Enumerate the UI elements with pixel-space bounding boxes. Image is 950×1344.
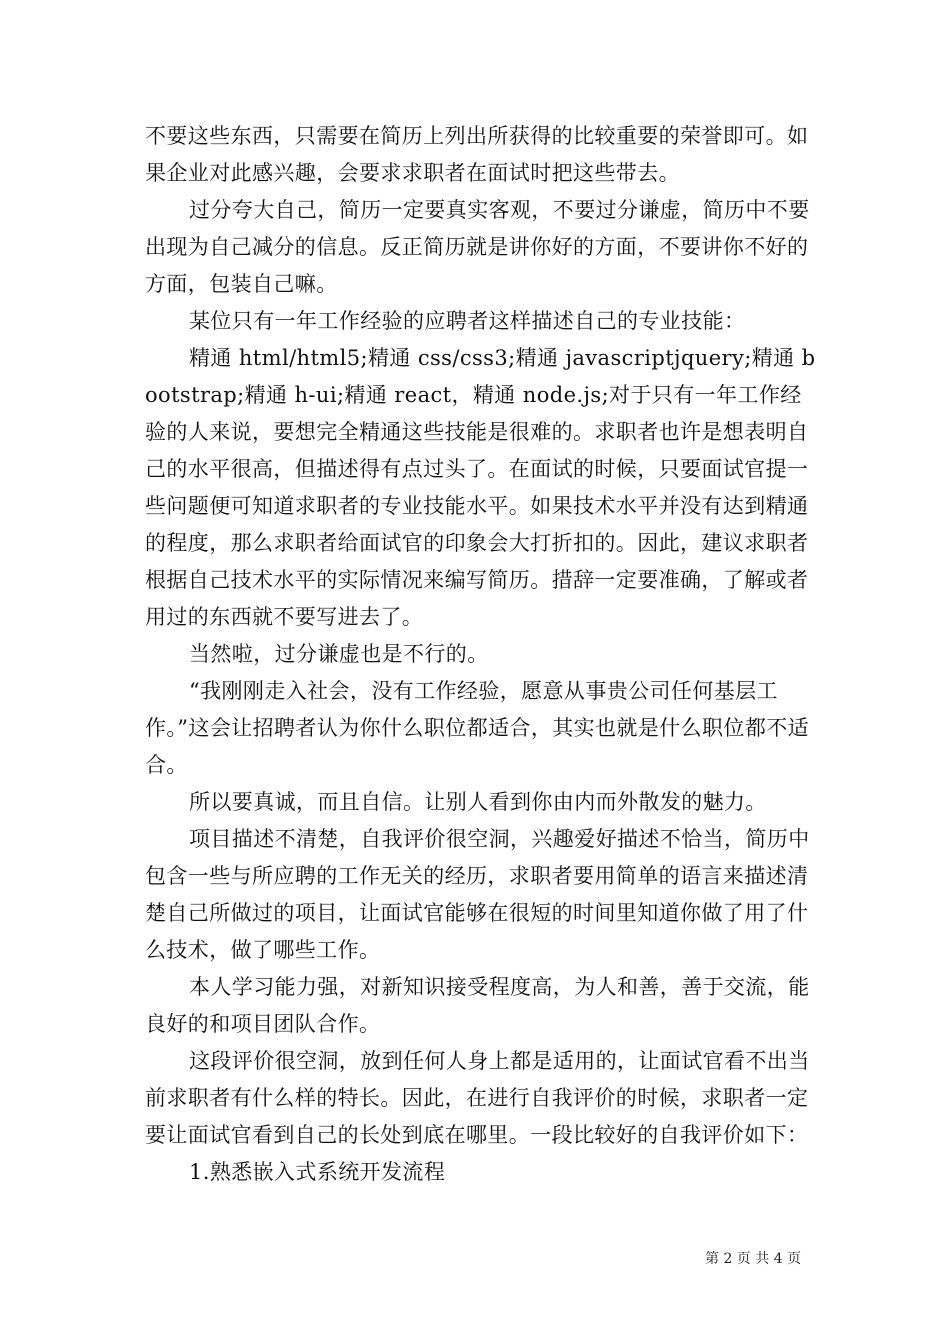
document-body bbox=[145, 118, 820, 1191]
paragraph-honors: 不要这些东西，只需要在简历上列出所获得的比较重要的荣誉即可。如果企业对此感兴趣，会要求求职者在面试时把这些带去。 bbox=[145, 124, 809, 185]
paragraph-example-intro: 某位只有一年工作经验的应聘者这样描述自己的专业技能： bbox=[189, 309, 746, 333]
page-number: 第 2 页 共 4 页 bbox=[705, 1251, 802, 1267]
list-item-1: 1.熟悉嵌入式系统开发流程 bbox=[189, 1160, 446, 1184]
paragraph-quote: “我刚刚走入社会，没有工作经验，愿意从事贵公司任何基层工作。”这会让招聘者认为你什么职位都适合，其实也就是什么职位都不适合。 bbox=[145, 679, 810, 777]
paragraph-modesty: 当然啦，过分谦虚也是不行的。 bbox=[189, 642, 489, 666]
paragraph-project-description: 项目描述不清楚，自我评价很空洞，兴趣爱好描述不恰当，简历中包含一些与所应聘的工作无关的经历，求职者要用简单的语言来描述清楚自己所做过的项目，让面试官能够在很短的时间里知道你做了用了什么技术，做了哪些工作。 bbox=[145, 827, 810, 962]
paragraph-evaluation-critique: 这段评价很空洞，放到任何人身上都是适用的，让面试官看不出当前求职者有什么样的特长。因此，在进行自我评价的时候，求职者一定要让面试官看到自己的长处到底在哪里。一段比较好的自我评价如下： bbox=[145, 1049, 810, 1147]
paragraph-skills-example: 精通 html/html5;精通 css/css3;精通 javascriptjquery;精通 bootstrap;精通 h-ui;精通 react，精通 node.js;对于只有一年工作经验的人来说，要想完全精通这些技能是很难的。求职者也许是想表明自己的水平很高，但描述得有点过头了。在面试的时候，只要面试官提一些问题便可知道求职者的专业技能水平。如果技术水平并没有达到精通的程度，那么求职者给面试官的印象会大打折扣的。因此，建议求职者根据自己技术水平的实际情况来编写简历。措辞一定要准确，了解或者用过的东西就不要写进去了。 bbox=[145, 346, 816, 629]
paragraph-self-evaluation-example: 本人学习能力强，对新知识接受程度高，为人和善，善于交流，能良好的和项目团队合作。 bbox=[145, 975, 810, 1036]
paragraph-exaggeration: 过分夸大自己，简历一定要真实客观，不要过分谦虚，简历中不要出现为自己减分的信息。反正简历就是讲你好的方面，不要讲你不好的方面，包装自己嘛。 bbox=[145, 198, 810, 296]
paragraph-sincerity: 所以要真诚，而且自信。让别人看到你由内而外散发的魅力。 bbox=[189, 790, 767, 814]
